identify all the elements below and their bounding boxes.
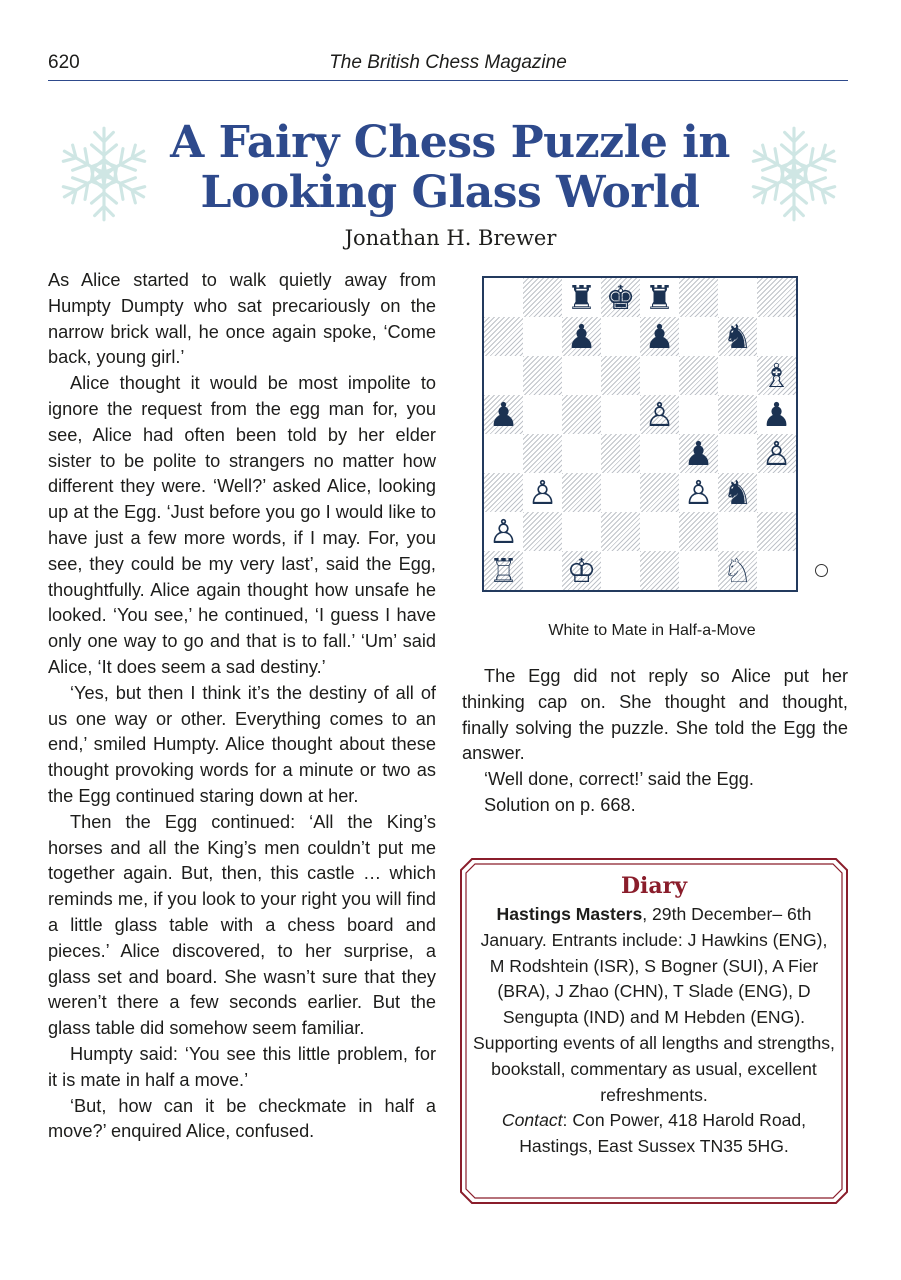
diary-supporting: Supporting events of all lengths and strengths, bookstall, commentary as usual, excellent refreshments.	[473, 1032, 835, 1105]
white-to-move-indicator	[815, 564, 828, 577]
square-b6	[523, 356, 562, 395]
paragraph: As Alice started to walk quietly away from Humpty Dumpty who sat precariously on the narrow brick wall, he once again spoke, ‘Come back, young girl.’	[48, 270, 436, 368]
diary-content	[472, 870, 836, 1192]
square-b5	[523, 395, 562, 434]
square-g2	[718, 512, 757, 551]
paragraph: ‘Yes, but then I think it’s the destiny of all of us one way or other. Everything comes to an end,’ smiled Humpty. Alice thought about these thought provoking words for a minute or two as the Egg continued staring down at her.	[48, 682, 436, 806]
paragraph: ‘But, how can it be checkmate in half a move?’ enquired Alice, confused.	[48, 1095, 436, 1142]
square-c3	[562, 473, 601, 512]
square-a8	[484, 278, 523, 317]
square-c4	[562, 434, 601, 473]
square-h7	[757, 317, 796, 356]
diary-contact	[472, 1108, 836, 1160]
square-e3	[640, 473, 679, 512]
right-column	[462, 664, 848, 819]
square-c5	[562, 395, 601, 434]
square-a7	[484, 317, 523, 356]
square-h1	[757, 551, 796, 590]
square-a6	[484, 356, 523, 395]
square-g5	[718, 395, 757, 434]
square-d5	[601, 395, 640, 434]
page-number: 620	[48, 52, 80, 73]
white-pawn-h4-icon: ♙	[761, 434, 792, 473]
white-rook-a1-icon: ♖	[488, 551, 519, 590]
black-pawn-c7-icon: ♟	[566, 317, 597, 356]
square-e2	[640, 512, 679, 551]
white-pawn-e5-icon: ♙	[644, 395, 675, 434]
article-title	[140, 118, 760, 218]
contact-label: Contact	[501, 1110, 563, 1131]
black-pawn-e7-icon: ♟	[644, 317, 675, 356]
paragraph: The Egg did not reply so Alice put her thinking cap on. She thought and thought, finally solving the puzzle. She told the Egg the answer.	[462, 666, 848, 764]
diary-box	[460, 858, 848, 1204]
paragraph: ‘Well done, correct!’ said the Egg.	[484, 769, 754, 790]
black-pawn-a5-icon: ♟	[488, 395, 519, 434]
white-bishop-h6-icon: ♗	[761, 356, 792, 395]
black-rook-e8-icon: ♜	[644, 278, 675, 317]
article-title-line-2: Looking Glass World	[200, 167, 700, 218]
paragraph: Solution on p. 668.	[484, 794, 636, 815]
black-knight-g7-icon: ♞	[722, 317, 753, 356]
paragraph: Humpty said: ‘You see this little problem, for it is mate in half a move.’	[48, 1043, 436, 1090]
square-b2	[523, 512, 562, 551]
square-e1	[640, 551, 679, 590]
square-c6	[562, 356, 601, 395]
square-e6	[640, 356, 679, 395]
event-details: , 29th December– 6th January. Entrants include: J Hawkins (ENG), M Rodshtein (ISR), S Bogner (SUI), A Fier (BRA), J Zhao (CHN), T Slade (ENG), D Sengupta (IND) and M Hebden (ENG).	[480, 904, 828, 1028]
white-pawn-f3-icon: ♙	[683, 473, 714, 512]
square-h8	[757, 278, 796, 317]
black-pawn-f4-icon: ♟	[683, 434, 714, 473]
black-rook-c8-icon: ♜	[566, 278, 597, 317]
contact-details: : Con Power, 418 Harold Road, Hastings, East Sussex TN35 5HG.	[519, 1110, 807, 1157]
white-knight-g1-icon: ♘	[722, 551, 753, 590]
diagram-caption: White to Mate in Half-a-Move	[548, 622, 756, 639]
square-d6	[601, 356, 640, 395]
square-c2	[562, 512, 601, 551]
square-d1	[601, 551, 640, 590]
square-f2	[679, 512, 718, 551]
square-f5	[679, 395, 718, 434]
square-g8	[718, 278, 757, 317]
square-e4	[640, 434, 679, 473]
square-h3	[757, 473, 796, 512]
paragraph: Then the Egg continued: ‘All the King’s horses and all the King’s men couldn’t put me together again. But, then, this castle … which reminds me, if you look to your right you will find a little glass table with a chess board and pieces.’ Alice discovered, to her surprise, a glass set and board. She wasn’t sure that they weren’t there a few seconds earlier. But the glass table did somehow seem familiar.	[48, 811, 436, 1039]
white-pawn-b3-icon: ♙	[527, 473, 558, 512]
square-d4	[601, 434, 640, 473]
event-name: Hastings Masters	[496, 904, 643, 924]
magazine-title: The British Chess Magazine	[329, 52, 567, 73]
left-column	[48, 268, 436, 1145]
black-king-d8-icon: ♚	[605, 278, 636, 317]
square-f8	[679, 278, 718, 317]
white-king-c1-icon: ♔	[566, 551, 597, 590]
square-a3	[484, 473, 523, 512]
article-title-line-1: A Fairy Chess Puzzle in	[170, 117, 730, 168]
square-f6	[679, 356, 718, 395]
square-b8	[523, 278, 562, 317]
chess-diagram	[482, 276, 798, 592]
square-f1	[679, 551, 718, 590]
square-b7	[523, 317, 562, 356]
article-author: Jonathan H. Brewer	[344, 226, 557, 250]
square-h2	[757, 512, 796, 551]
square-b1	[523, 551, 562, 590]
diary-title: Diary	[620, 873, 688, 899]
square-d2	[601, 512, 640, 551]
square-d3	[601, 473, 640, 512]
paragraph: Alice thought it would be most impolite to ignore the request from the egg man for, you see, Alice had often been told by her elder sister to be polite to strangers no matter how different they were. ‘Well?’ asked Alice, looking up at the Egg. ‘Just before you go I would like to have just a few more words, if I may. For, you see, they could be my very last’, said the Egg, thoughtfully. Alice again thought how unsafe he looked. ‘You see,’ he continued, ‘I guess I have only one way to go and that is to fall.’ ‘Um’ said Alice, ‘It does seem a sad destiny.’	[48, 373, 436, 677]
square-g6	[718, 356, 757, 395]
black-knight-g3-icon: ♞	[722, 473, 753, 512]
black-pawn-h5-icon: ♟	[761, 395, 792, 434]
square-b4	[523, 434, 562, 473]
square-a4	[484, 434, 523, 473]
square-d7	[601, 317, 640, 356]
white-pawn-a2-icon: ♙	[488, 512, 519, 551]
running-header	[48, 48, 848, 81]
square-g4	[718, 434, 757, 473]
square-f7	[679, 317, 718, 356]
diary-event	[472, 902, 836, 1031]
